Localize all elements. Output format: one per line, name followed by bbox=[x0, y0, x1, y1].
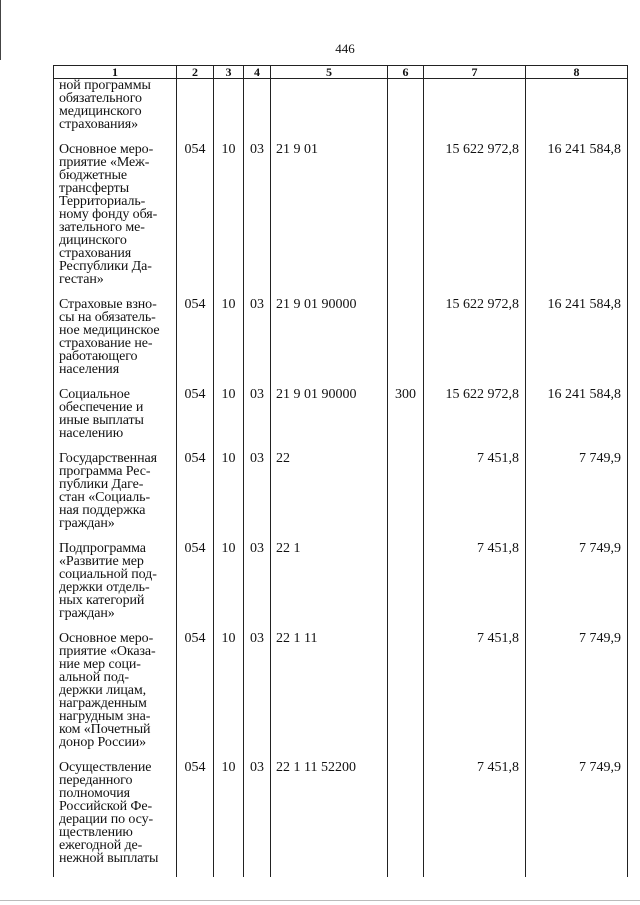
column-header: 1 bbox=[54, 66, 177, 79]
table-row bbox=[54, 452, 628, 542]
expense-type-cell: 300 bbox=[388, 388, 424, 452]
row-name-cell: ной программы обязательного медицинского страхования» bbox=[54, 79, 177, 144]
expense-type-cell bbox=[388, 452, 424, 542]
amount-year1-cell: 7 451,8 bbox=[424, 542, 526, 632]
column-header: 8 bbox=[526, 66, 628, 79]
amount-year2-cell: 16 241 584,8 bbox=[526, 298, 628, 388]
section-code-cell: 10 bbox=[214, 452, 244, 542]
target-article-cell: 21 9 01 90000 bbox=[271, 388, 388, 452]
column-header: 6 bbox=[388, 66, 424, 79]
subsection-code-cell: 03 bbox=[244, 542, 271, 632]
expense-type-cell bbox=[388, 761, 424, 877]
amount-year1-cell bbox=[424, 79, 526, 144]
budget-table bbox=[53, 65, 628, 877]
ministry-code-cell bbox=[177, 79, 214, 144]
amount-year2-cell: 7 749,9 bbox=[526, 632, 628, 761]
amount-year1-cell: 15 622 972,8 bbox=[424, 143, 526, 298]
row-name-cell: Основное меро- приятие «Оказа- ние мер соци- альной под- держки лицам, награжденным нагрудным зна- ком «Почетный донор России» bbox=[54, 632, 177, 761]
subsection-code-cell: 03 bbox=[244, 761, 271, 877]
column-header: 4 bbox=[244, 66, 271, 79]
amount-year2-cell: 7 749,9 bbox=[526, 761, 628, 877]
section-code-cell: 10 bbox=[214, 542, 244, 632]
target-article-cell: 22 1 11 52200 bbox=[271, 761, 388, 877]
section-code-cell: 10 bbox=[214, 388, 244, 452]
expense-type-cell bbox=[388, 79, 424, 144]
column-header: 2 bbox=[177, 66, 214, 79]
expense-type-cell bbox=[388, 632, 424, 761]
table-row bbox=[54, 388, 628, 452]
table-row bbox=[54, 79, 628, 144]
amount-year1-cell: 7 451,8 bbox=[424, 761, 526, 877]
table-header-row bbox=[54, 66, 628, 79]
page-bottom-line bbox=[0, 900, 640, 901]
row-name-cell: Осуществление переданного полномочия Российской Фе- дерации по осу- ществлению ежегодной де- нежной выплаты bbox=[54, 761, 177, 877]
row-name-cell: Подпрограмма «Развитие мер социальной под- держки отдель- ных категорий граждан» bbox=[54, 542, 177, 632]
target-article-cell: 22 bbox=[271, 452, 388, 542]
subsection-code-cell: 03 bbox=[244, 388, 271, 452]
column-header: 5 bbox=[271, 66, 388, 79]
ministry-code-cell: 054 bbox=[177, 298, 214, 388]
ministry-code-cell: 054 bbox=[177, 143, 214, 298]
section-code-cell: 10 bbox=[214, 143, 244, 298]
ministry-code-cell: 054 bbox=[177, 542, 214, 632]
row-name-cell: Страховые взно- сы на обязатель- ное медицинское страхование не- работающего населения bbox=[54, 298, 177, 388]
target-article-cell: 21 9 01 bbox=[271, 143, 388, 298]
target-article-cell: 21 9 01 90000 bbox=[271, 298, 388, 388]
section-code-cell: 10 bbox=[214, 761, 244, 877]
section-code-cell bbox=[214, 79, 244, 144]
table-row bbox=[54, 143, 628, 298]
section-code-cell: 10 bbox=[214, 632, 244, 761]
amount-year1-cell: 15 622 972,8 bbox=[424, 388, 526, 452]
subsection-code-cell: 03 bbox=[244, 452, 271, 542]
table-row bbox=[54, 632, 628, 761]
page-number: 446 bbox=[335, 41, 355, 56]
amount-year1-cell: 7 451,8 bbox=[424, 632, 526, 761]
amount-year1-cell: 7 451,8 bbox=[424, 452, 526, 542]
subsection-code-cell: 03 bbox=[244, 632, 271, 761]
column-header: 7 bbox=[424, 66, 526, 79]
amount-year2-cell bbox=[526, 79, 628, 144]
ministry-code-cell: 054 bbox=[177, 632, 214, 761]
row-name-cell: Основное меро- приятие «Меж- бюджетные трансферты Территориаль- ному фонду обя- зательного ме- дицинского страхования Республики Да- гестан» bbox=[54, 143, 177, 298]
amount-year2-cell: 16 241 584,8 bbox=[526, 143, 628, 298]
amount-year2-cell: 7 749,9 bbox=[526, 452, 628, 542]
subsection-code-cell: 03 bbox=[244, 298, 271, 388]
column-header: 3 bbox=[214, 66, 244, 79]
section-code-cell: 10 bbox=[214, 298, 244, 388]
table-row bbox=[54, 761, 628, 877]
amount-year2-cell: 7 749,9 bbox=[526, 542, 628, 632]
expense-type-cell bbox=[388, 542, 424, 632]
table-row bbox=[54, 298, 628, 388]
amount-year1-cell: 15 622 972,8 bbox=[424, 298, 526, 388]
expense-type-cell bbox=[388, 298, 424, 388]
ministry-code-cell: 054 bbox=[177, 388, 214, 452]
amount-year2-cell: 16 241 584,8 bbox=[526, 388, 628, 452]
subsection-code-cell bbox=[244, 79, 271, 144]
table-row bbox=[54, 542, 628, 632]
table-body bbox=[54, 79, 628, 878]
ministry-code-cell: 054 bbox=[177, 452, 214, 542]
ministry-code-cell: 054 bbox=[177, 761, 214, 877]
expense-type-cell bbox=[388, 143, 424, 298]
row-name-cell: Социальное обеспечение и иные выплаты населению bbox=[54, 388, 177, 452]
subsection-code-cell: 03 bbox=[244, 143, 271, 298]
target-article-cell: 22 1 bbox=[271, 542, 388, 632]
row-name-cell: Государственная программа Рес- публики Даге- стан «Социаль- ная поддержка граждан» bbox=[54, 452, 177, 542]
target-article-cell: 22 1 11 bbox=[271, 632, 388, 761]
target-article-cell bbox=[271, 79, 388, 144]
